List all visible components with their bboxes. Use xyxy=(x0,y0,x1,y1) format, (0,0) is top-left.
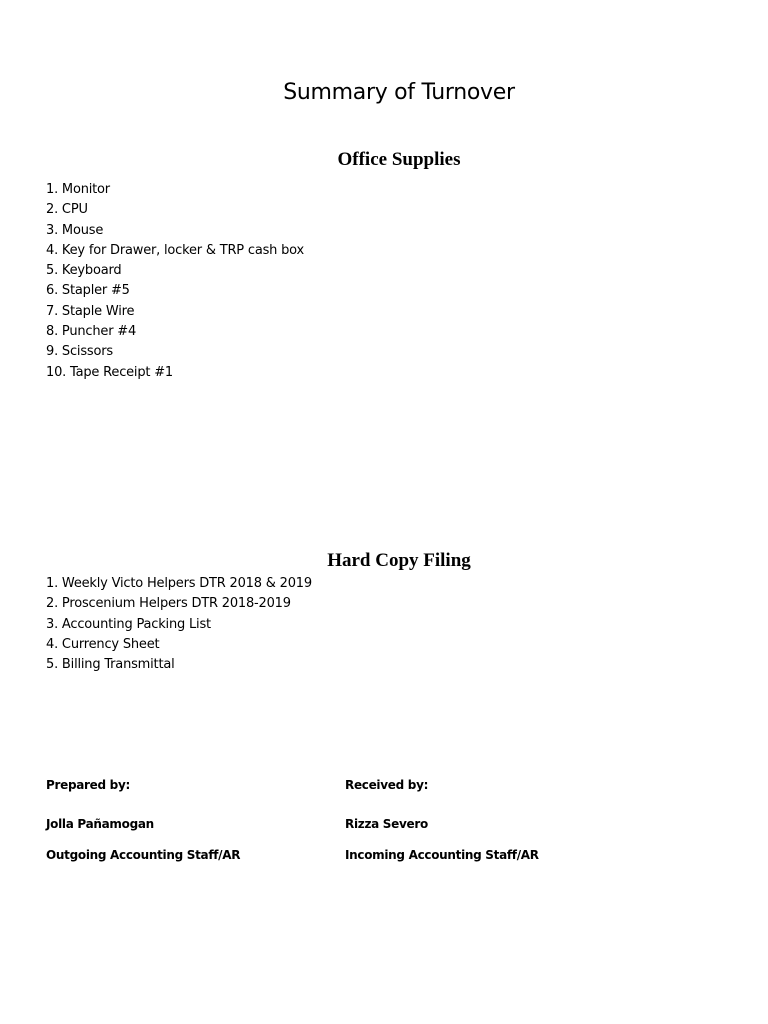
office-supplies-heading: Office Supplies xyxy=(337,149,461,170)
prepared-by-label: Prepared by: xyxy=(46,778,130,792)
list-item: 3. Accounting Packing List xyxy=(46,616,211,632)
list-item: 6. Stapler #5 xyxy=(46,283,130,299)
list-item: 8. Puncher #4 xyxy=(46,324,137,340)
receiver-position: Incoming Accounting Staff/AR xyxy=(345,848,539,862)
list-item: 1. Monitor xyxy=(46,182,110,197)
preparer-position: Outgoing Accounting Staff/AR xyxy=(46,848,241,862)
hard-copy-filing-heading: Hard Copy Filing xyxy=(327,550,471,571)
list-item: 2. Proscenium Helpers DTR 2018-2019 xyxy=(46,596,291,612)
list-item: 7. Staple Wire xyxy=(46,303,135,319)
received-by-label: Received by: xyxy=(345,778,429,792)
list-item: 5. Billing Transmittal xyxy=(46,657,175,673)
document-title: Summary of Turnover xyxy=(283,80,515,105)
list-item: 9. Scissors xyxy=(46,344,113,360)
list-item: 4. Currency Sheet xyxy=(46,636,160,652)
list-item: 1. Weekly Victo Helpers DTR 2018 & 2019 xyxy=(46,576,312,591)
list-item: 5. Keyboard xyxy=(46,263,122,279)
receiver-name: Rizza Severo xyxy=(345,817,428,831)
office-supplies-list xyxy=(46,180,304,383)
list-item: 4. Key for Drawer, locker & TRP cash box xyxy=(46,242,305,258)
list-item: 2. CPU xyxy=(46,202,88,218)
list-item: 10. Tape Receipt #1 xyxy=(46,364,173,380)
list-item: 3. Mouse xyxy=(46,222,104,238)
preparer-name: Jolla Pañamogan xyxy=(46,817,154,831)
hard-copy-filing-list xyxy=(46,574,312,675)
